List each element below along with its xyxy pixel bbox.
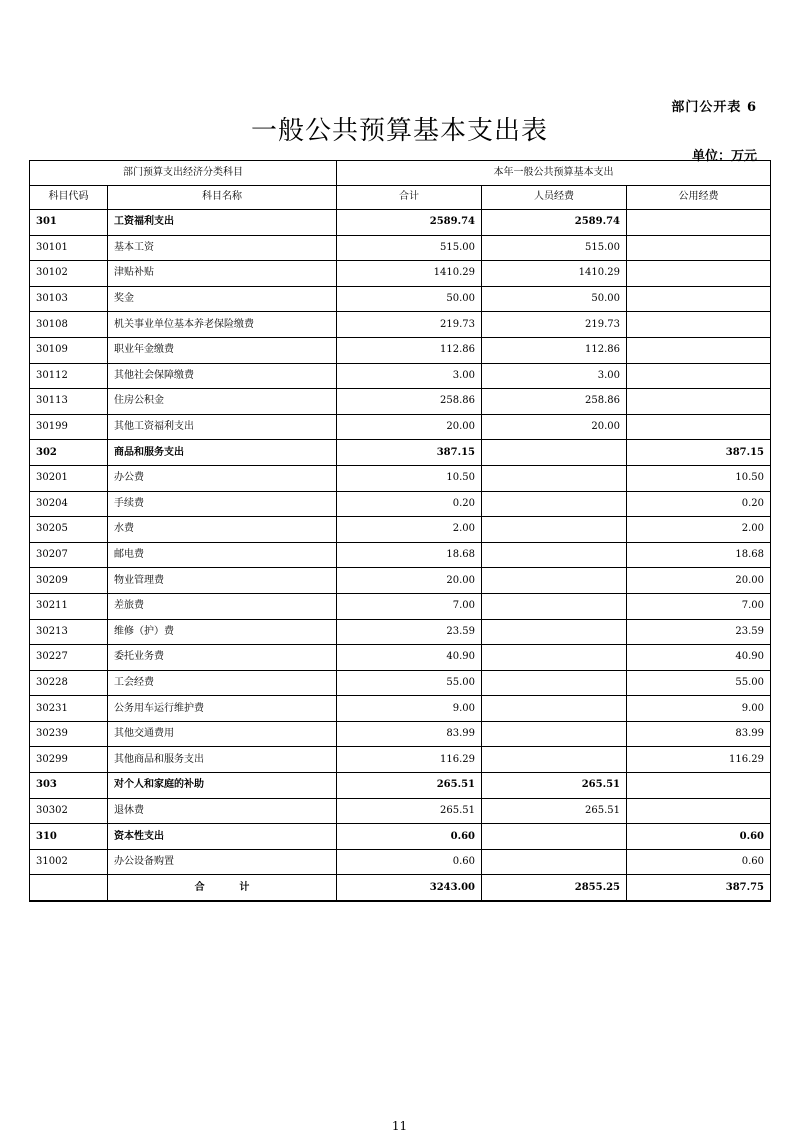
cell-total: 515.00 xyxy=(337,235,482,261)
table-row xyxy=(30,389,771,415)
cell-code: 30113 xyxy=(30,389,108,415)
cell-personnel: 112.86 xyxy=(482,337,627,363)
cell-name: 邮电费 xyxy=(108,542,337,568)
cell-total: 0.60 xyxy=(337,849,482,875)
cell-code: 30201 xyxy=(30,465,108,491)
group-header-row xyxy=(30,161,771,186)
cell-personnel xyxy=(482,568,627,594)
table-row xyxy=(30,465,771,491)
cell-name: 其他工资福利支出 xyxy=(108,414,337,440)
cell-personnel: 265.51 xyxy=(482,798,627,824)
table-row xyxy=(30,645,771,671)
cell-name: 基本工资 xyxy=(108,235,337,261)
unit-label: 单位：万元 xyxy=(691,149,757,164)
cell-public: 9.00 xyxy=(627,696,771,722)
cell-code: 30112 xyxy=(30,363,108,389)
cell-name: 工资福利支出 xyxy=(108,210,337,236)
cell-total: 116.29 xyxy=(337,747,482,773)
cell-total: 9.00 xyxy=(337,696,482,722)
total-total: 3243.00 xyxy=(337,875,482,901)
cell-total: 0.60 xyxy=(337,824,482,850)
cell-public: 387.15 xyxy=(627,440,771,466)
cell-code: 30207 xyxy=(30,542,108,568)
cell-total: 10.50 xyxy=(337,465,482,491)
cell-public xyxy=(627,389,771,415)
budget-table xyxy=(29,160,771,902)
cell-personnel xyxy=(482,517,627,543)
table-row xyxy=(30,312,771,338)
cell-personnel: 515.00 xyxy=(482,235,627,261)
table-row xyxy=(30,210,771,236)
total-public: 387.75 xyxy=(627,875,771,901)
cell-public xyxy=(627,773,771,799)
cell-name: 职业年金缴费 xyxy=(108,337,337,363)
cell-code: 30108 xyxy=(30,312,108,338)
table-row xyxy=(30,363,771,389)
cell-name: 委托业务费 xyxy=(108,645,337,671)
cell-code: 301 xyxy=(30,210,108,236)
table-row xyxy=(30,747,771,773)
group-header-basic-expenditure: 本年一般公共预算基本支出 xyxy=(337,161,771,186)
cell-personnel xyxy=(482,542,627,568)
cell-total: 258.86 xyxy=(337,389,482,415)
cell-total: 387.15 xyxy=(337,440,482,466)
table-row xyxy=(30,491,771,517)
cell-public: 0.60 xyxy=(627,824,771,850)
column-header-row xyxy=(30,185,771,210)
cell-code: 30205 xyxy=(30,517,108,543)
table-number: 部门公开表 6 xyxy=(671,100,757,115)
total-blank-cell xyxy=(30,875,108,901)
cell-name: 其他社会保障缴费 xyxy=(108,363,337,389)
cell-name: 其他商品和服务支出 xyxy=(108,747,337,773)
cell-code: 30211 xyxy=(30,593,108,619)
column-header-public: 公用经费 xyxy=(627,185,771,210)
cell-public: 10.50 xyxy=(627,465,771,491)
page-number: 11 xyxy=(391,1119,408,1133)
cell-code: 30227 xyxy=(30,645,108,671)
cell-name: 办公费 xyxy=(108,465,337,491)
cell-public: 40.90 xyxy=(627,645,771,671)
table-row xyxy=(30,261,771,287)
cell-personnel xyxy=(482,593,627,619)
table-row xyxy=(30,773,771,799)
cell-public: 0.20 xyxy=(627,491,771,517)
table-row xyxy=(30,696,771,722)
cell-personnel xyxy=(482,696,627,722)
cell-total: 83.99 xyxy=(337,721,482,747)
cell-name: 津贴补贴 xyxy=(108,261,337,287)
cell-name: 资本性支出 xyxy=(108,824,337,850)
cell-public xyxy=(627,798,771,824)
cell-total: 3.00 xyxy=(337,363,482,389)
cell-name: 其他交通费用 xyxy=(108,721,337,747)
cell-public xyxy=(627,286,771,312)
cell-total: 40.90 xyxy=(337,645,482,671)
cell-code: 30231 xyxy=(30,696,108,722)
table-row xyxy=(30,568,771,594)
cell-personnel xyxy=(482,670,627,696)
table-row xyxy=(30,542,771,568)
table-row xyxy=(30,619,771,645)
cell-total: 20.00 xyxy=(337,414,482,440)
cell-public: 116.29 xyxy=(627,747,771,773)
cell-name: 水费 xyxy=(108,517,337,543)
table-row xyxy=(30,414,771,440)
cell-public: 83.99 xyxy=(627,721,771,747)
cell-name: 公务用车运行维护费 xyxy=(108,696,337,722)
cell-name: 商品和服务支出 xyxy=(108,440,337,466)
cell-personnel: 2589.74 xyxy=(482,210,627,236)
cell-total: 20.00 xyxy=(337,568,482,594)
cell-personnel xyxy=(482,491,627,517)
cell-personnel xyxy=(482,465,627,491)
cell-personnel xyxy=(482,824,627,850)
group-header-classification: 部门预算支出经济分类科目 xyxy=(30,161,337,186)
cell-code: 30101 xyxy=(30,235,108,261)
cell-name: 住房公积金 xyxy=(108,389,337,415)
cell-name: 办公设备购置 xyxy=(108,849,337,875)
cell-personnel xyxy=(482,619,627,645)
cell-code: 30209 xyxy=(30,568,108,594)
cell-total: 50.00 xyxy=(337,286,482,312)
cell-personnel: 3.00 xyxy=(482,363,627,389)
cell-public: 55.00 xyxy=(627,670,771,696)
cell-total: 0.20 xyxy=(337,491,482,517)
cell-name: 对个人和家庭的补助 xyxy=(108,773,337,799)
cell-personnel xyxy=(482,849,627,875)
cell-personnel xyxy=(482,747,627,773)
cell-personnel: 258.86 xyxy=(482,389,627,415)
cell-code: 310 xyxy=(30,824,108,850)
column-header-name: 科目名称 xyxy=(108,185,337,210)
cell-name: 差旅费 xyxy=(108,593,337,619)
table-row xyxy=(30,824,771,850)
cell-total: 1410.29 xyxy=(337,261,482,287)
cell-personnel xyxy=(482,721,627,747)
cell-public: 23.59 xyxy=(627,619,771,645)
cell-name: 工会经费 xyxy=(108,670,337,696)
cell-public: 0.60 xyxy=(627,849,771,875)
cell-total: 265.51 xyxy=(337,773,482,799)
cell-total: 23.59 xyxy=(337,619,482,645)
column-header-total: 合计 xyxy=(337,185,482,210)
cell-code: 303 xyxy=(30,773,108,799)
cell-name: 维修（护）费 xyxy=(108,619,337,645)
table-row xyxy=(30,798,771,824)
page-title: 一般公共预算基本支出表 xyxy=(250,116,548,146)
cell-public xyxy=(627,261,771,287)
cell-code: 30299 xyxy=(30,747,108,773)
cell-code: 30204 xyxy=(30,491,108,517)
cell-total: 2589.74 xyxy=(337,210,482,236)
cell-code: 30109 xyxy=(30,337,108,363)
table-row xyxy=(30,517,771,543)
cell-personnel: 265.51 xyxy=(482,773,627,799)
table-row xyxy=(30,440,771,466)
cell-name: 手续费 xyxy=(108,491,337,517)
cell-code: 30103 xyxy=(30,286,108,312)
cell-name: 奖金 xyxy=(108,286,337,312)
cell-public xyxy=(627,414,771,440)
cell-personnel: 50.00 xyxy=(482,286,627,312)
cell-code: 31002 xyxy=(30,849,108,875)
total-label: 合 计 xyxy=(108,875,337,901)
cell-total: 219.73 xyxy=(337,312,482,338)
cell-total: 2.00 xyxy=(337,517,482,543)
cell-public: 7.00 xyxy=(627,593,771,619)
cell-personnel: 219.73 xyxy=(482,312,627,338)
cell-name: 退休费 xyxy=(108,798,337,824)
cell-code: 30199 xyxy=(30,414,108,440)
cell-total: 18.68 xyxy=(337,542,482,568)
cell-personnel: 20.00 xyxy=(482,414,627,440)
cell-personnel: 1410.29 xyxy=(482,261,627,287)
cell-public xyxy=(627,312,771,338)
cell-code: 302 xyxy=(30,440,108,466)
column-header-code: 科目代码 xyxy=(30,185,108,210)
cell-public xyxy=(627,363,771,389)
cell-public: 2.00 xyxy=(627,517,771,543)
cell-name: 物业管理费 xyxy=(108,568,337,594)
total-row xyxy=(30,875,771,901)
cell-code: 30228 xyxy=(30,670,108,696)
cell-public xyxy=(627,337,771,363)
cell-name: 机关事业单位基本养老保险缴费 xyxy=(108,312,337,338)
table-row xyxy=(30,286,771,312)
total-personnel: 2855.25 xyxy=(482,875,627,901)
cell-total: 265.51 xyxy=(337,798,482,824)
cell-total: 112.86 xyxy=(337,337,482,363)
table-row xyxy=(30,721,771,747)
cell-code: 30102 xyxy=(30,261,108,287)
table-row xyxy=(30,849,771,875)
cell-public: 18.68 xyxy=(627,542,771,568)
cell-code: 30239 xyxy=(30,721,108,747)
cell-total: 55.00 xyxy=(337,670,482,696)
table-row xyxy=(30,235,771,261)
cell-code: 30302 xyxy=(30,798,108,824)
cell-public xyxy=(627,210,771,236)
cell-total: 7.00 xyxy=(337,593,482,619)
table-row xyxy=(30,670,771,696)
table-row xyxy=(30,593,771,619)
table-row xyxy=(30,337,771,363)
column-header-personnel: 人员经费 xyxy=(482,185,627,210)
cell-personnel xyxy=(482,440,627,466)
cell-public xyxy=(627,235,771,261)
cell-code: 30213 xyxy=(30,619,108,645)
cell-personnel xyxy=(482,645,627,671)
cell-public: 20.00 xyxy=(627,568,771,594)
